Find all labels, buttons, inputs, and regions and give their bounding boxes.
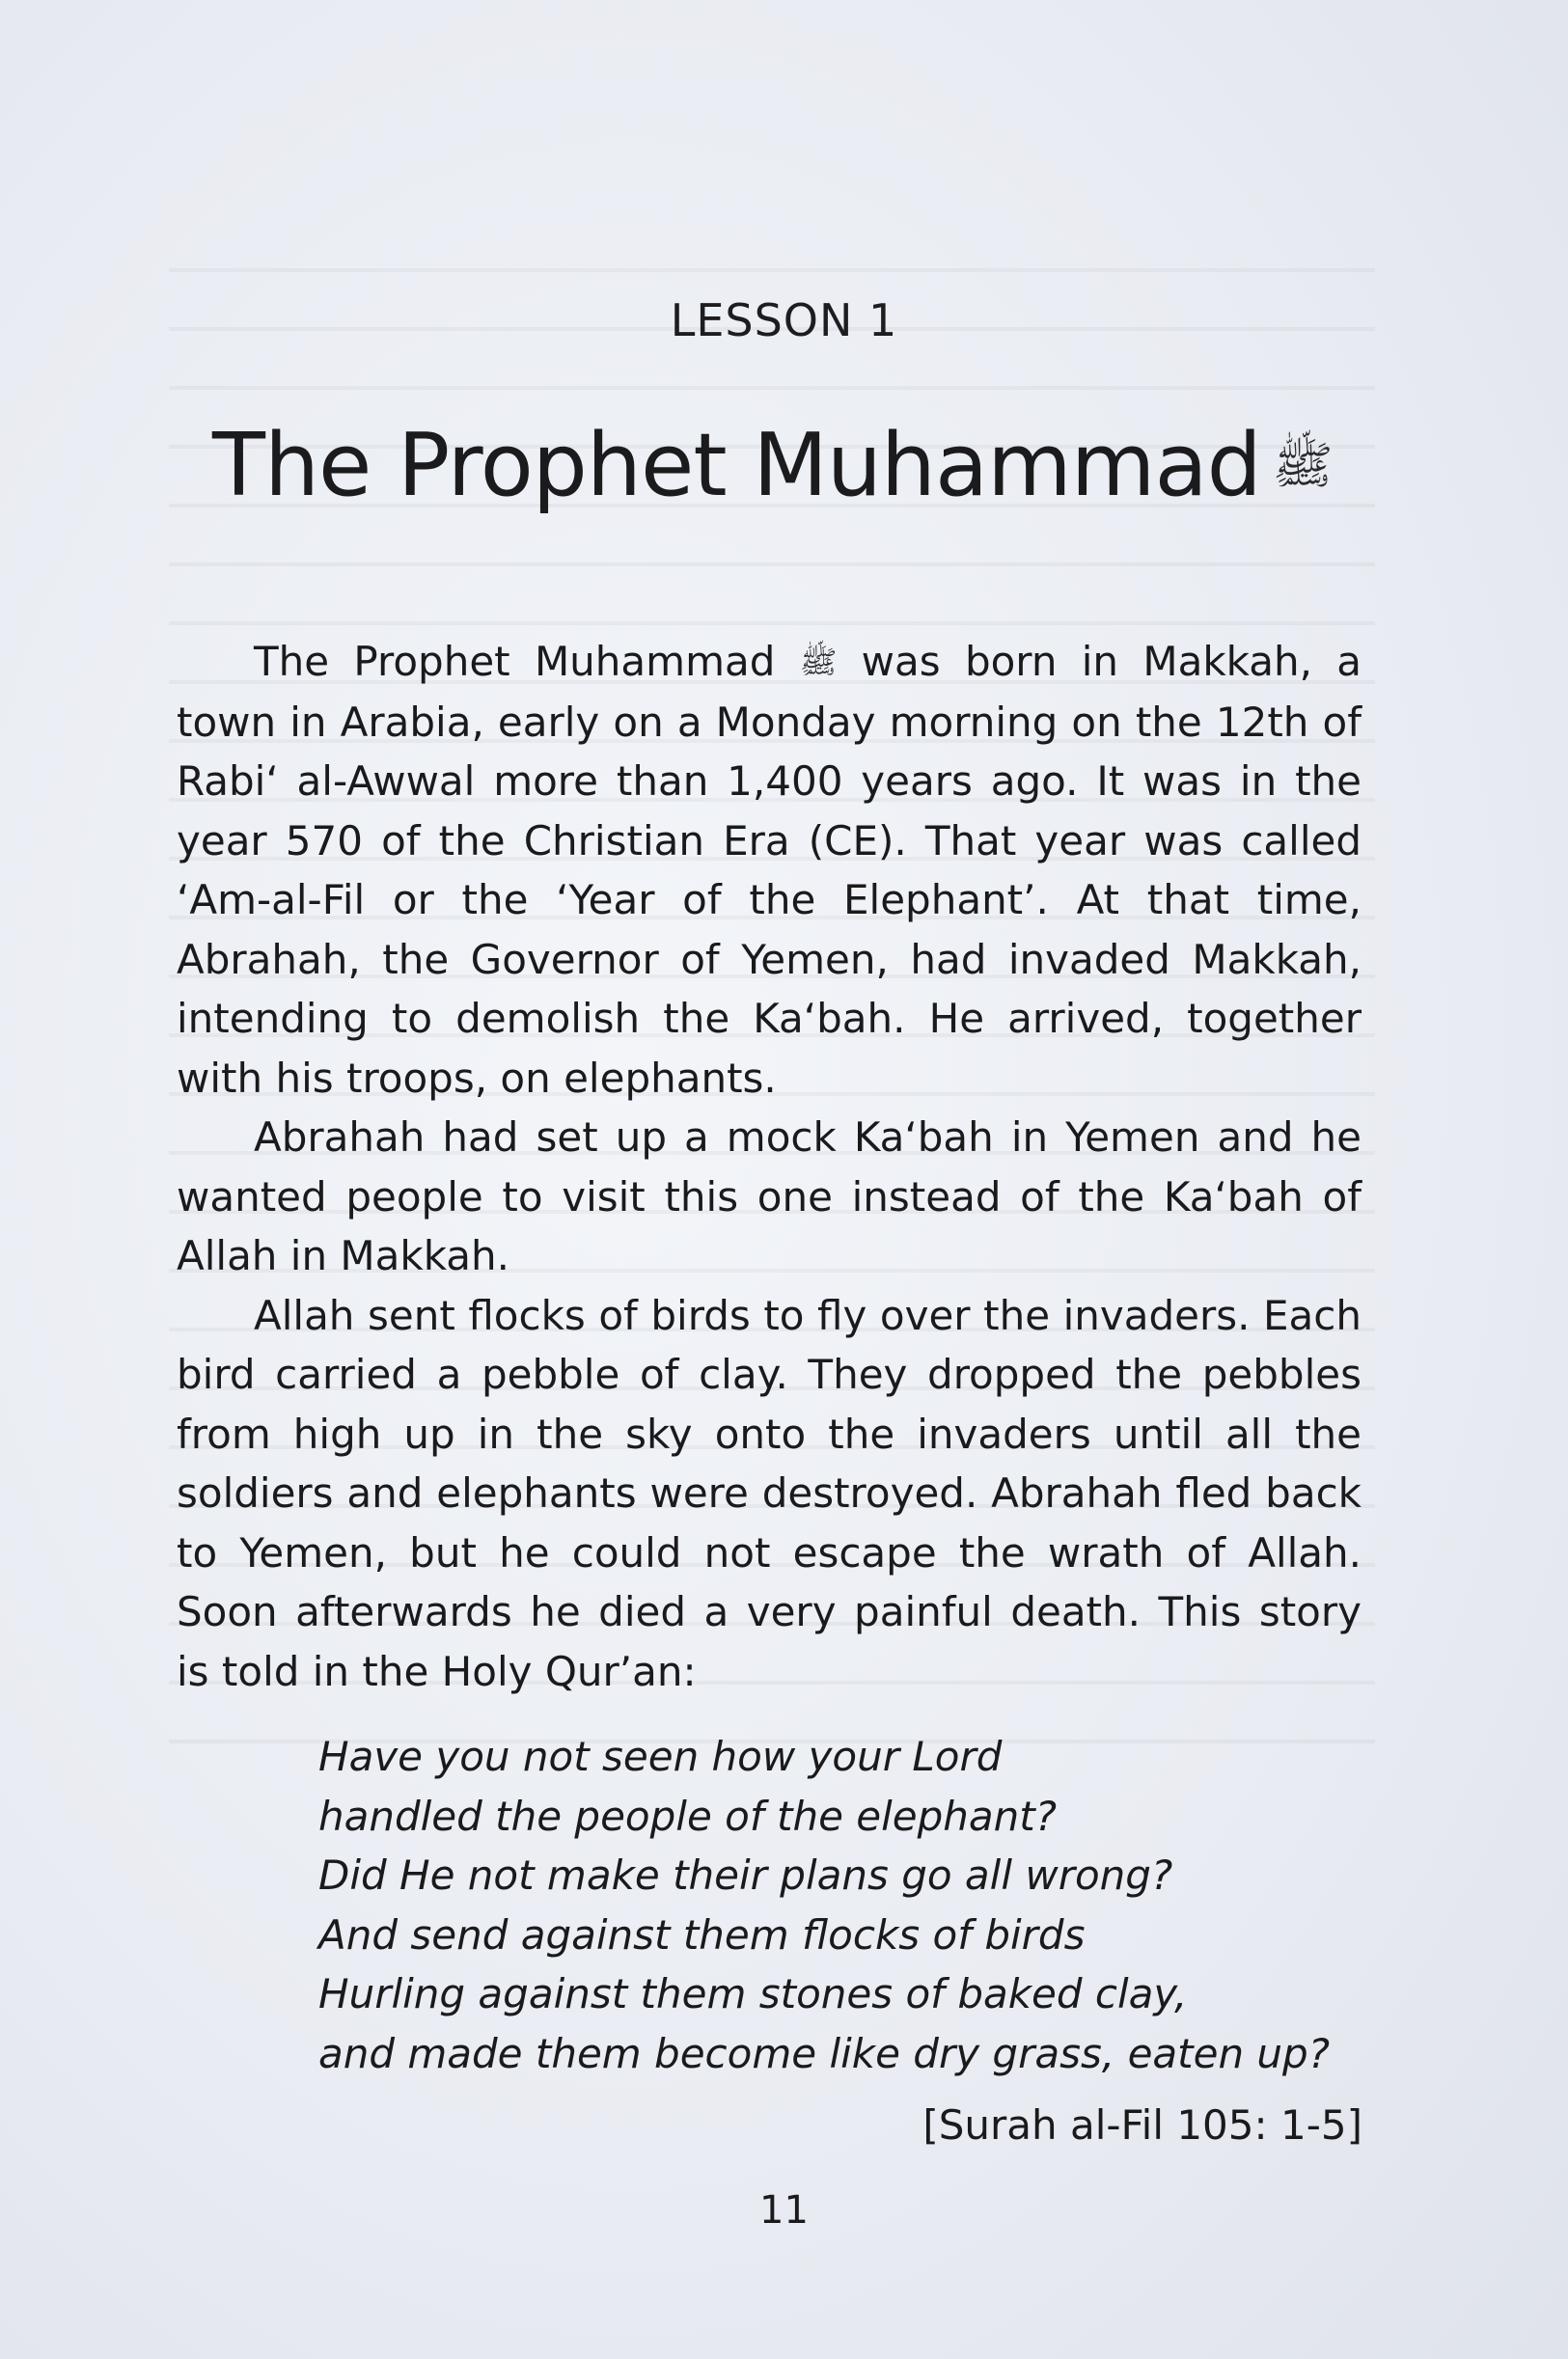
verse-line: and made them become like dry grass, eaten up? (318, 2029, 1330, 2077)
page-title: The Prophet Muhammad (212, 415, 1261, 516)
verse-line: Hurling against them stones of baked clay, (318, 1970, 1188, 2017)
quran-verse-block (318, 1727, 1370, 2083)
paragraph-3: Allah sent flocks of birds to fly over the invaders. Each bird carried a pebble of clay. They dropped the pebbles from high up in the sky onto the invaders until all the soldiers and elephants were destroyed. Abrahah fled back to Yemen, but he could not escape the wrath of Allah. Soon afterwards he died a very painful death. This story is told in the Holy Qur’an: (177, 1291, 1362, 1695)
verse-line: Have you not seen how your Lord (318, 1733, 1003, 1780)
paragraph-2: Abrahah had set up a mock Ka‘bah in Yemen and he wanted people to visit this one instead of the Ka‘bah of Allah in Makkah. (177, 1113, 1362, 1279)
honorific-inline-icon: ﷺ (799, 644, 838, 680)
paragraph-1 (177, 632, 1362, 1108)
body-text (177, 632, 1362, 1701)
verse-citation: [Surah al-Fil 105: 1-5] (922, 2101, 1362, 2149)
title-row (212, 415, 1334, 516)
verse-line: And send against them flocks of birds (318, 1910, 1086, 1959)
lesson-label: LESSON 1 (670, 294, 898, 346)
paragraph-1-rest: was born in Makkah, a town in Arabia, early on a Monday morning on the 12th of Rabi‘ al-Awwal more than 1,400 years ago. It was in the year 570 of the Christian Era (CE). That year was called ‘Am-al-Fil or the ‘Year of the Elephant’. At that time, Abrahah, the Governor of Yemen, had invaded Makkah, intending to demolish the Ka‘bah. He arrived, together with his troops, on elephants. (177, 638, 1362, 1102)
honorific-calligraphy-icon: ﷺ (1272, 436, 1334, 495)
verse-line: Did He not make their plans go all wrong? (318, 1852, 1173, 1899)
verse-line: handled the people of the elephant? (318, 1792, 1058, 1840)
paragraph-1-start: The Prophet Muhammad (254, 638, 776, 685)
page-number: 11 (759, 2188, 809, 2233)
